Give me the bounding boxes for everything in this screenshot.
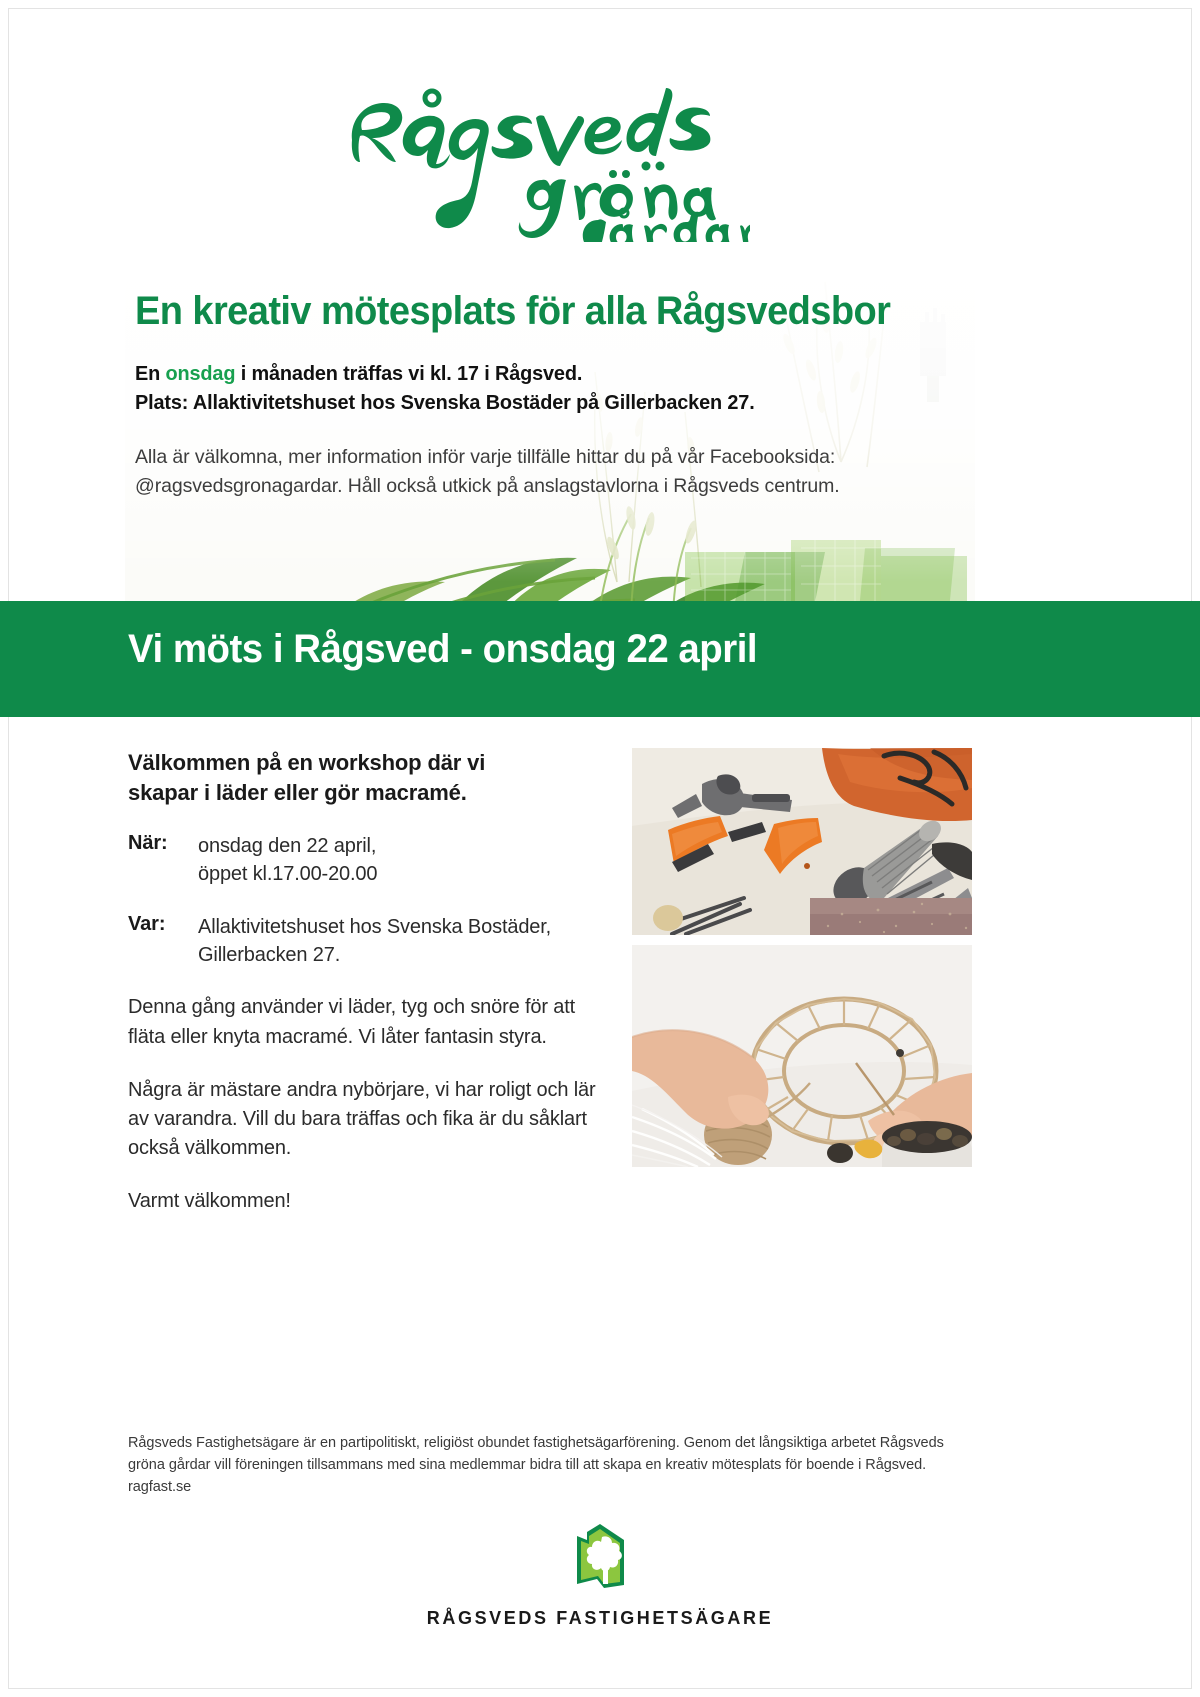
workshop-heading-line-2: skapar i läder eller gör macramé. (128, 779, 467, 805)
hero-subtitle-line-2: Plats: Allaktivitetshuset hos Svenska Bostäder på Gillerbacken 27. (135, 391, 755, 415)
hero-body-line-2: @ragsvedsgronagardar. Håll också utkick på anslagstavlorna i Rågsveds centrum. (135, 475, 840, 498)
hero-section (125, 252, 975, 652)
hero-body (135, 443, 961, 501)
workshop-heading (128, 748, 608, 808)
footer-description: Rågsveds Fastighetsägare är en partipolitiskt, religiöst obundet fastighetsägarförening. Genom det långsiktiga arbetet Rågsveds gröna gårdar vill föreningen tillsammans med sina medlemmar bidra till att skapa en kreativ mötesplats för boende i Rågsved. ragfast.se (128, 1435, 944, 1496)
clover-house-icon (564, 1522, 636, 1594)
leather-craft-tools-photo (632, 748, 972, 935)
hero-sub-highlight: onsdag (165, 362, 236, 386)
when-value-line-1: onsdag den 22 april, (198, 834, 377, 857)
when-value (198, 832, 377, 889)
when-row (128, 832, 608, 889)
where-value-line-2: Gillerbacken 27. (198, 943, 341, 966)
workshop-details (128, 748, 608, 1217)
hero-title: En kreativ mötesplats för alla Rågsvedsbor (135, 289, 891, 333)
where-value-line-1: Allaktivitetshuset hos Svenska Bostäder, (198, 915, 552, 938)
hero-body-line-1: Alla är välkomna, mer information inför varje tillfälle hittar du på vår Facebooksida: (135, 446, 836, 469)
workshop-paragraph-1: Denna gång använder vi läder, tyg och snöre för att fläta eller knyta macramé. Vi låter fantasin styra. (128, 996, 576, 1048)
hero-sub-pre: En (135, 362, 166, 386)
event-banner-text: Vi möts i Rågsved - onsdag 22 april (128, 627, 758, 671)
where-value (198, 913, 551, 970)
when-label: När: (128, 831, 168, 854)
where-row (128, 913, 608, 970)
organization-name: RÅGSVEDS FASTIGHETSÄGARE (426, 1608, 774, 1628)
workshop-heading-line-1: Välkommen på en workshop där vi (128, 750, 486, 775)
when-value-line-2: öppet kl.17.00-20.00 (198, 863, 378, 886)
workshop-paragraph-3: Varmt välkommen! (128, 1190, 291, 1213)
hands-weaving-macrame-photo (632, 945, 972, 1167)
hero-sub-post: i månaden träffas vi kl. 17 i Rågsved. (235, 362, 583, 386)
ragsveds-grona-gardar-logo (330, 62, 750, 242)
hero-subtitle (135, 359, 936, 417)
where-label: Var: (128, 912, 166, 935)
workshop-paragraph-2: Några är mästare andra nybörjare, vi har roligt och lär av varandra. Vill du bara träffas och fika är du såklart också välkommen. (128, 1078, 596, 1160)
event-banner (0, 601, 1200, 717)
ragsveds-fastighetsagare-logo (0, 1522, 1200, 1629)
hero-subtitle-line-1 (135, 359, 936, 388)
